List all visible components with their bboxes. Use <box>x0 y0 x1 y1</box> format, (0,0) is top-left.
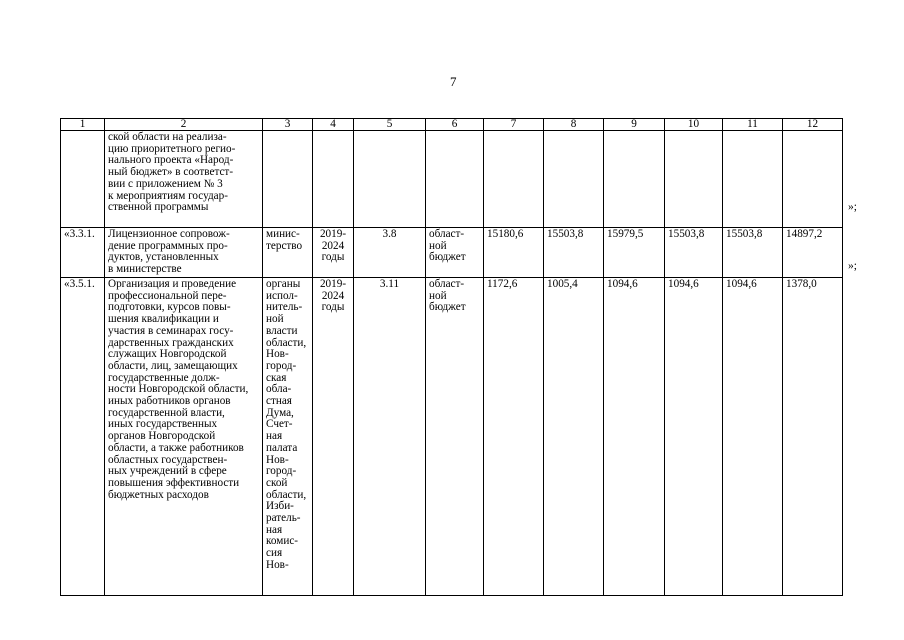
cell-line: ской <box>266 476 288 489</box>
cell-line: Счет- <box>266 418 293 431</box>
item-number-cell: «3.5.1. <box>61 278 105 596</box>
header-cell: 11 <box>723 119 783 131</box>
value-cell <box>544 131 604 228</box>
table-row <box>61 278 843 596</box>
cell-line: ственной программы <box>108 201 209 214</box>
cell-line: шения квалификации и <box>108 313 219 326</box>
row-end-mark: »; <box>848 201 857 213</box>
cell-line: ной <box>266 313 284 326</box>
cell-line: профессиональной пере- <box>108 289 227 302</box>
header-cell: 6 <box>426 119 484 131</box>
period-cell <box>313 278 354 596</box>
cell-line: подготовки, курсов повы- <box>108 301 231 314</box>
cell-line: стная <box>266 395 292 408</box>
cell-line: годы <box>321 301 345 314</box>
value-cell: 15503,8 <box>723 228 783 278</box>
cell-line: Организация и проведение <box>108 278 237 290</box>
value-cell: 1172,6 <box>484 278 544 596</box>
value-cell: 1094,6 <box>723 278 783 596</box>
cell-line: ратель- <box>266 512 301 525</box>
executor-cell <box>263 278 313 596</box>
cell-line: нитель- <box>266 301 303 314</box>
cell-line: области, <box>266 336 307 349</box>
cell-line: дуктов, установленных <box>108 251 219 264</box>
header-cell: 2 <box>105 119 263 131</box>
value-cell: 1005,4 <box>544 278 604 596</box>
cell-line: цию приоритетного регио- <box>108 142 236 155</box>
cell-line: дарственных гражданских <box>108 336 234 349</box>
item-number-cell <box>61 131 105 228</box>
cell-line: ности Новгородской области, <box>108 383 249 396</box>
target-ref-cell: 3.11 <box>354 278 426 596</box>
header-cell: 1 <box>61 119 105 131</box>
description-cell <box>105 228 263 278</box>
cell-line: 2019- <box>319 228 347 240</box>
cell-line: области, а также работников <box>108 441 244 454</box>
cell-line: бюджет <box>429 301 466 314</box>
cell-line: служащих Новгородской <box>108 348 227 361</box>
period-cell <box>313 131 354 228</box>
cell-line: сия <box>266 547 283 560</box>
cell-line: ской области на реализа- <box>108 131 227 143</box>
cell-line: Изби- <box>266 500 294 513</box>
cell-line: 2019- <box>319 278 347 290</box>
cell-line: годы <box>321 251 345 264</box>
value-cell: 1378,0 <box>783 278 843 596</box>
description-cell <box>105 278 263 596</box>
cell-line: вии с приложением № 3 <box>108 177 223 190</box>
cell-line: иных государственных <box>108 418 218 431</box>
cell-line: иных работников органов <box>108 395 231 408</box>
cell-line: органов Новгородской <box>108 430 216 443</box>
value-cell: 1094,6 <box>604 278 665 596</box>
cell-line: Нов- <box>266 453 289 466</box>
cell-line: государственные долж- <box>108 371 220 384</box>
cell-line: Лицензионное сопровож- <box>108 228 230 240</box>
cell-line: государственной власти, <box>108 406 225 419</box>
table-body <box>61 131 843 596</box>
cell-line: области, лиц, замещающих <box>108 359 238 372</box>
header-cell: 7 <box>484 119 544 131</box>
cell-line: ной <box>429 289 447 302</box>
cell-line: город- <box>266 359 297 372</box>
cell-line: бюджет <box>429 251 466 264</box>
header-cell: 12 <box>783 119 843 131</box>
cell-line: испол- <box>266 289 298 302</box>
cell-line: участия в семинарах госу- <box>108 324 234 337</box>
source-cell <box>426 228 484 278</box>
table-row <box>61 131 843 228</box>
cell-line: власти <box>266 324 298 337</box>
cell-line: терство <box>266 239 303 252</box>
cell-line: комис- <box>266 535 299 548</box>
cell-line: ная <box>266 430 283 443</box>
value-cell: 15503,8 <box>665 228 723 278</box>
header-cell: 3 <box>263 119 313 131</box>
cell-line: ская <box>266 371 287 384</box>
value-cell <box>604 131 665 228</box>
cell-line: нального проекта «Народ- <box>108 154 234 167</box>
page-number: 7 <box>450 74 457 89</box>
measures-table <box>60 118 843 596</box>
cell-line: ной <box>429 239 447 252</box>
cell-line: 2024 <box>321 239 345 252</box>
cell-line: ная <box>266 523 283 536</box>
table-row <box>61 228 843 278</box>
header-cell: 10 <box>665 119 723 131</box>
row-end-mark: »; <box>848 260 857 272</box>
target-ref-cell <box>354 131 426 228</box>
cell-line: 2024 <box>321 289 345 302</box>
value-cell <box>723 131 783 228</box>
value-cell <box>665 131 723 228</box>
header-row <box>61 119 843 131</box>
cell-line: минис- <box>266 228 300 240</box>
executor-cell <box>263 228 313 278</box>
cell-line: бюджетных расходов <box>108 488 209 501</box>
cell-line: Нов- <box>266 348 289 361</box>
value-cell <box>783 131 843 228</box>
cell-line: области, <box>266 488 307 501</box>
source-cell <box>426 131 484 228</box>
value-cell: 15979,5 <box>604 228 665 278</box>
header-cell: 8 <box>544 119 604 131</box>
target-ref-cell: 3.8 <box>354 228 426 278</box>
header-cell: 9 <box>604 119 665 131</box>
cell-line: област- <box>429 228 465 240</box>
cell-line: ных учреждений в сфере <box>108 465 227 478</box>
cell-line: ный бюджет» в соответст- <box>108 166 234 179</box>
value-cell: 15503,8 <box>544 228 604 278</box>
cell-line: Дума, <box>266 406 294 419</box>
value-cell: 15180,6 <box>484 228 544 278</box>
cell-line: област- <box>429 278 465 290</box>
item-number-cell: «3.3.1. <box>61 228 105 278</box>
value-cell <box>484 131 544 228</box>
cell-line: город- <box>266 465 297 478</box>
period-cell <box>313 228 354 278</box>
cell-line: Нов- <box>266 558 289 571</box>
cell-line: органы <box>266 278 301 290</box>
header-cell: 5 <box>354 119 426 131</box>
value-cell: 14897,2 <box>783 228 843 278</box>
value-cell: 1094,6 <box>665 278 723 596</box>
cell-line: к мероприятиям государ- <box>108 189 228 202</box>
cell-line: в министерстве <box>108 263 182 276</box>
cell-line: дение программных про- <box>108 239 228 252</box>
source-cell <box>426 278 484 596</box>
description-cell <box>105 131 263 228</box>
cell-line: палата <box>266 441 298 454</box>
header-cell: 4 <box>313 119 354 131</box>
cell-line: областных государствен- <box>108 453 228 466</box>
executor-cell <box>263 131 313 228</box>
cell-line: обла- <box>266 383 292 396</box>
cell-line: повышения эффективности <box>108 476 240 489</box>
